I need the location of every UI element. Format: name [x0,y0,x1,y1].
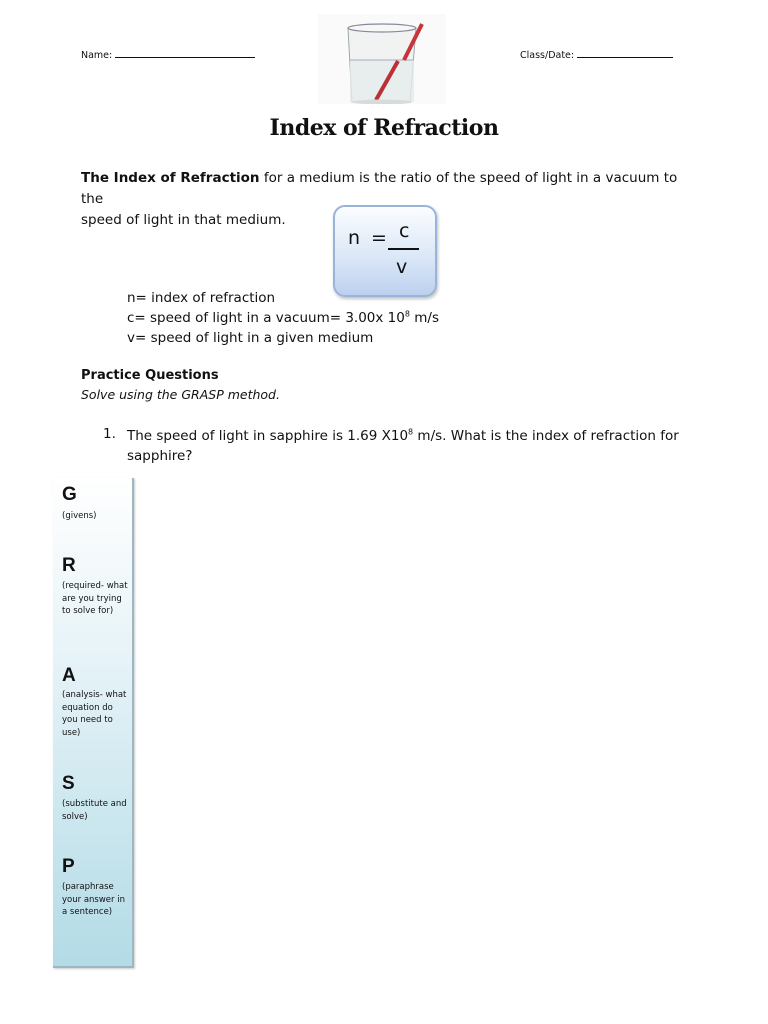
definition-c [127,310,439,326]
intro-definition-line1: for a medium is the ratio of the speed of light in a vacuum to the [81,170,678,207]
formula-numerator: c [399,220,410,242]
definition-n: n= index of refraction [127,290,276,306]
question-exponent: 8 [408,427,414,437]
grasp-note-givens: (givens) [62,511,97,521]
practice-heading: Practice Questions [81,368,219,383]
definition-c-text: c= speed of light in a vacuum= 3.00x 10 [127,310,405,326]
definition-v: v= speed of light in a given medium [127,330,374,346]
grasp-letter-a: A [62,665,76,686]
intro-definition-line2: speed of light in that medium. [81,212,286,228]
fraction-bar [388,248,419,250]
grasp-letter-s: S [62,773,75,794]
practice-instruction: Solve using the GRASP method. [81,387,280,402]
class-date-field[interactable] [520,48,673,61]
formula-box [333,205,437,297]
grasp-note-substitute: (substitute and solve) [62,799,127,822]
grasp-letter-p: P [62,856,75,877]
class-date-label: Class/Date: [520,50,575,61]
grasp-sidebar [53,478,134,968]
question-text-main: The speed of light in sapphire is 1.69 X10 [127,428,409,444]
grasp-letter-r: R [62,555,76,576]
grasp-note-required: (required- what are you trying to solve for) [62,581,128,616]
name-field[interactable] [81,48,255,61]
definition-c-exponent: 8 [404,309,410,319]
grasp-note-analysis: (analysis- what equation do you need to use) [62,690,127,738]
page-title: Index of Refraction [269,115,499,141]
grasp-note-paraphrase: (paraphrase your answer in a sentence) [62,882,125,917]
formula-lhs: n [348,227,361,249]
formula-denominator: v [396,256,408,278]
intro-term: The Index of Refraction [81,170,260,186]
question-text-rest: m/s. What is the index of refraction for sapphire? [127,428,679,464]
name-label: Name: [81,50,113,61]
class-date-blank-line[interactable] [577,48,673,58]
definition-c-unit: m/s [409,310,439,326]
glass-with-straw-image [318,14,446,104]
question-number: 1. [103,426,116,442]
grasp-letter-g: G [62,484,77,505]
formula-equals: = [371,227,387,249]
question-text [127,426,687,466]
name-blank-line[interactable] [115,48,255,58]
